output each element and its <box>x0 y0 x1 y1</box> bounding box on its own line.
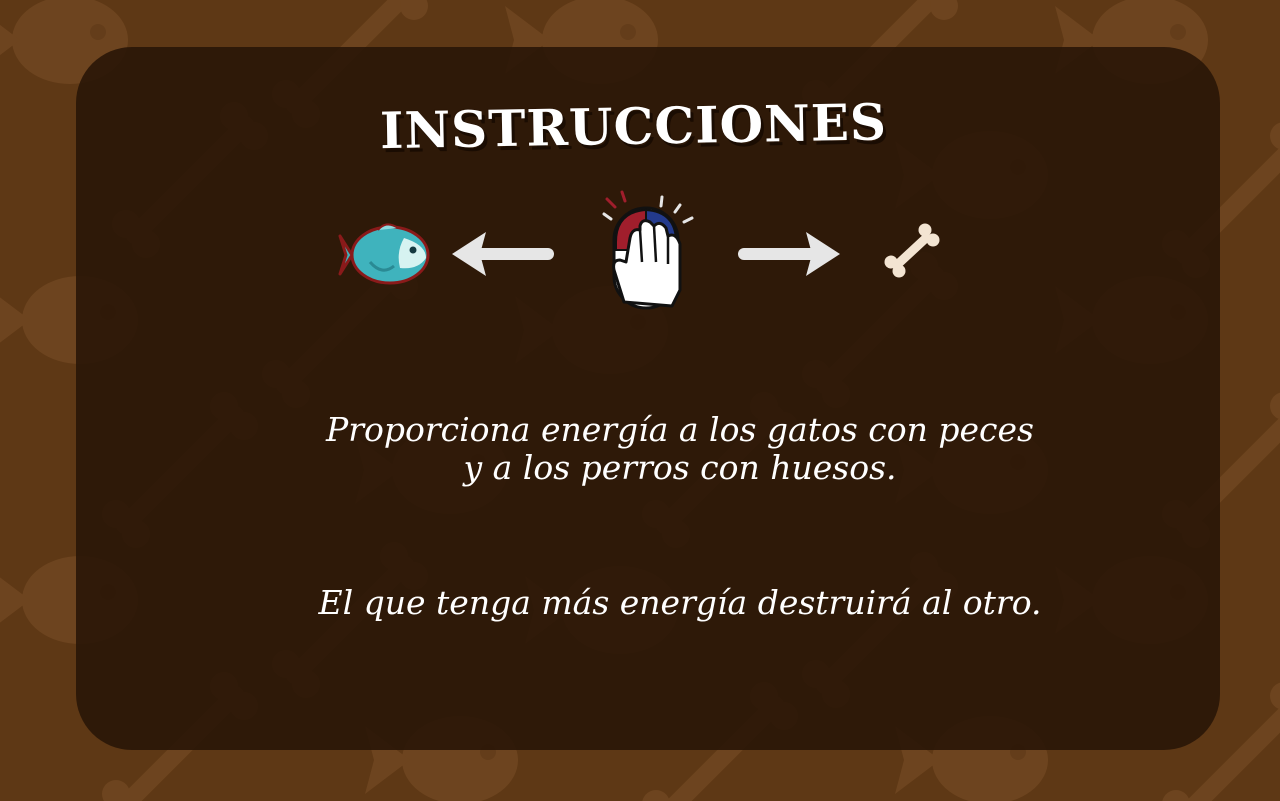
instruction-text <box>240 411 1120 487</box>
instruction-line-1: Proporciona energía a los gatos con peces <box>326 410 1034 449</box>
instructions-title: INSTRUCCIONES <box>379 92 888 161</box>
instruction-line-2: y a los perros con huesos. <box>463 448 897 487</box>
rule-text: El que tenga más energía destruirá al otro. <box>318 583 1042 622</box>
